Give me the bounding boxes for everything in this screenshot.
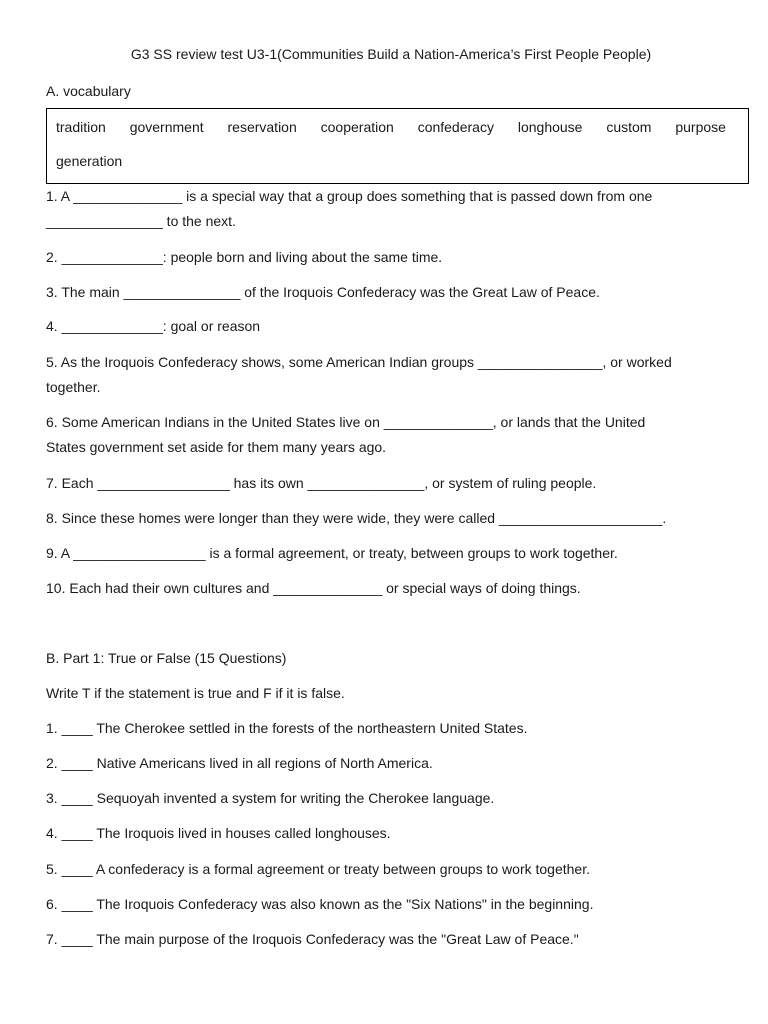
vocab-word: generation [56,153,123,169]
page-title: G3 SS review test U3-1(Communities Build a Nation-America’s First People People) [130,46,652,62]
question-line: 2. _____________: people born and living about the same time. [46,249,443,265]
vocab-word: cooperation [320,119,394,135]
question-line: 9. A _________________ is a formal agreement, or treaty, between groups to work together. [46,545,618,561]
section-b-heading: B. Part 1: True or False (15 Questions) [46,650,287,666]
question-line: 1. ____ The Cherokee settled in the forests of the northeastern United States. [46,720,528,736]
vocab-word: reservation [227,119,297,135]
question-line: 8. Since these homes were longer than they were wide, they were called _____________________. [46,510,667,526]
vocab-word: longhouse [517,119,583,135]
vocab-word: purpose [675,119,726,135]
question-line: _______________ to the next. [46,213,236,229]
question-line: 2. ____ Native Americans lived in all regions of North America. [46,755,433,771]
question-line: States government set aside for them many years ago. [46,439,387,455]
question-line: 3. ____ Sequoyah invented a system for writing the Cherokee language. [46,790,495,806]
question-line: 1. A ______________ is a special way that a group does something that is passed down from one [46,188,653,204]
question-line: 4. ____ The Iroquois lived in houses called longhouses. [46,825,391,841]
question-line: 6. ____ The Iroquois Confederacy was also known as the "Six Nations" in the beginning. [46,896,594,912]
vocabulary-word-bank [46,108,749,184]
vocab-word: tradition [56,119,106,135]
question-line: 4. _____________: goal or reason [46,318,261,334]
question-line: 7. Each _________________ has its own _______________, or system of ruling people. [46,475,597,491]
vocab-word: confederacy [417,119,494,135]
question-line: 5. ____ A confederacy is a formal agreement or treaty between groups to work together. [46,861,590,877]
question-line: 6. Some American Indians in the United States live on ______________, or lands that the United [46,414,646,430]
section-b-instructions: Write T if the statement is true and F if it is false. [46,685,345,701]
vocab-word: government [129,119,204,135]
question-line: 7. ____ The main purpose of the Iroquois Confederacy was the "Great Law of Peace." [46,931,579,947]
question-line: 5. As the Iroquois Confederacy shows, some American Indian groups ________________, or worked [46,354,672,370]
section-a-heading: A. vocabulary [46,83,131,99]
word-bank-row [56,119,726,135]
question-line: together. [46,379,101,395]
vocab-word: custom [606,119,652,135]
question-line: 10. Each had their own cultures and ______________ or special ways of doing things. [46,580,581,596]
question-line: 3. The main _______________ of the Iroquois Confederacy was the Great Law of Peace. [46,284,600,300]
